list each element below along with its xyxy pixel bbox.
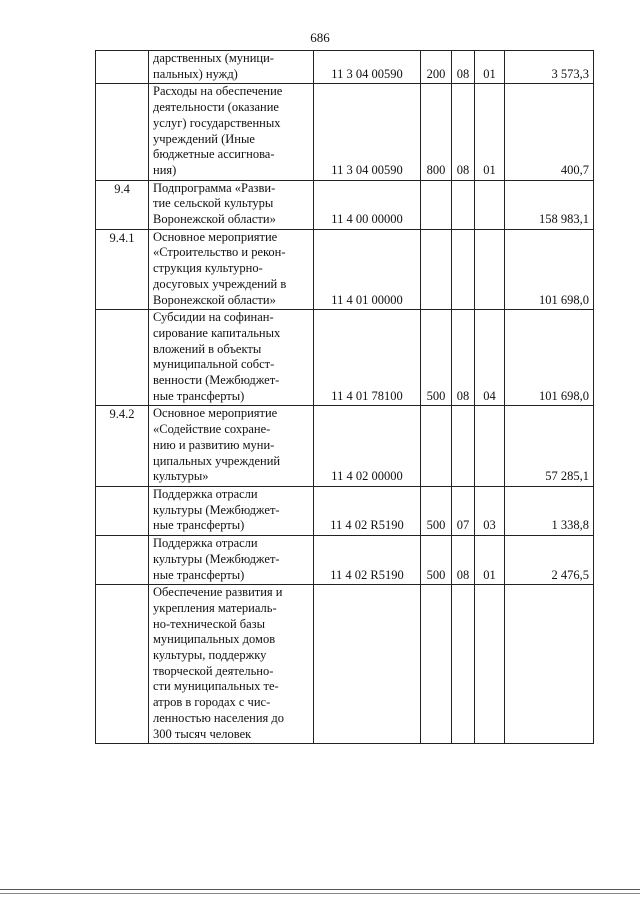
row-number: [96, 486, 149, 535]
amount: 400,7: [505, 84, 594, 180]
section-code: [452, 229, 475, 310]
table-row: [96, 229, 594, 310]
row-number: [96, 310, 149, 406]
expense-type-code: [421, 406, 452, 487]
amount: 101 698,0: [505, 310, 594, 406]
expense-type-code: [421, 229, 452, 310]
amount: 3 573,3: [505, 51, 594, 84]
subsection-code: 04: [475, 310, 505, 406]
row-description: [149, 310, 314, 406]
target-article-code: 11 3 04 00590: [314, 84, 421, 180]
row-number: [96, 585, 149, 744]
table-row: [96, 51, 594, 84]
row-description: [149, 486, 314, 535]
section-code: [452, 585, 475, 744]
row-description-text: Обеспечение развития и укрепления материаль- но-технической базы муниципальных домов культуры, поддержку творческой деятельно- сти муниципальных те- атров в городах с чис- ленностью населения до 300 тысяч человек: [153, 585, 285, 741]
subsection-code: 01: [475, 51, 505, 84]
amount: 1 338,8: [505, 486, 594, 535]
page-bottom-rule-secondary: [0, 893, 640, 894]
table-row: [96, 585, 594, 744]
subsection-code: [475, 229, 505, 310]
expense-type-code: 800: [421, 84, 452, 180]
page-bottom-rule: [0, 889, 640, 890]
section-code: 08: [452, 51, 475, 84]
row-description: [149, 229, 314, 310]
expense-type-code: 500: [421, 486, 452, 535]
row-number: 9.4: [96, 180, 149, 229]
target-article-code: [314, 585, 421, 744]
target-article-code: 11 4 01 78100: [314, 310, 421, 406]
amount: 158 983,1: [505, 180, 594, 229]
row-number: [96, 84, 149, 180]
expense-type-code: 500: [421, 536, 452, 585]
target-article-code: 11 4 01 00000: [314, 229, 421, 310]
subsection-code: [475, 585, 505, 744]
subsection-code: 01: [475, 536, 505, 585]
table-row: [96, 406, 594, 487]
row-number: 9.4.1: [96, 229, 149, 310]
table-row: [96, 486, 594, 535]
row-description-text: Основное мероприятие «Содействие сохране- нию и развитию муни- ципальных учреждений культуры»: [153, 406, 281, 484]
subsection-code: 01: [475, 84, 505, 180]
table-row: [96, 180, 594, 229]
row-description: [149, 51, 314, 84]
row-description-text: Поддержка отрасли культуры (Межбюджет- ные трансферты): [153, 536, 280, 582]
row-number: 9.4.2: [96, 406, 149, 487]
table-row: [96, 536, 594, 585]
target-article-code: 11 4 02 R5190: [314, 486, 421, 535]
row-description-text: дарственных (муници- пальных) нужд): [153, 51, 274, 81]
page-number: 686: [310, 30, 330, 45]
amount: [505, 585, 594, 744]
target-article-code: 11 3 04 00590: [314, 51, 421, 84]
section-code: [452, 180, 475, 229]
row-description-text: Подпрограмма «Разви- тие сельской культуры Воронежской области»: [153, 180, 276, 227]
expense-type-code: 500: [421, 310, 452, 406]
expense-type-code: [421, 180, 452, 229]
section-code: 07: [452, 486, 475, 535]
row-description-text: Основное мероприятие «Строительство и рекон- струкция культурно- досуговых учреждений в Воронежской области»: [153, 229, 287, 307]
target-article-code: 11 4 00 00000: [314, 180, 421, 229]
row-description: [149, 406, 314, 487]
expense-type-code: 200: [421, 51, 452, 84]
table-row: [96, 84, 594, 180]
target-article-code: 11 4 02 R5190: [314, 536, 421, 585]
expense-type-code: [421, 585, 452, 744]
section-code: [452, 406, 475, 487]
subsection-code: [475, 180, 505, 229]
amount: 2 476,5: [505, 536, 594, 585]
subsection-code: 03: [475, 486, 505, 535]
row-description-text: Субсидии на софинан- сирование капитальных вложений в объекты муниципальной собст- венности (Межбюджет- ные трансферты): [153, 310, 281, 403]
amount: 57 285,1: [505, 406, 594, 487]
amount: 101 698,0: [505, 229, 594, 310]
row-number: [96, 51, 149, 84]
section-code: 08: [452, 536, 475, 585]
row-description-text: Расходы на обеспечение деятельности (оказание услуг) государственных учреждений (Иные бюджетные ассигнова- ния): [153, 84, 283, 177]
row-description-text: Поддержка отрасли культуры (Межбюджет- ные трансферты): [153, 486, 280, 533]
row-description: [149, 84, 314, 180]
subsection-code: [475, 406, 505, 487]
target-article-code: 11 4 02 00000: [314, 406, 421, 487]
row-description: [149, 585, 314, 744]
row-description: [149, 536, 314, 585]
budget-table-body: [96, 51, 594, 744]
section-code: 08: [452, 310, 475, 406]
row-number: [96, 536, 149, 585]
section-code: 08: [452, 84, 475, 180]
row-description: [149, 180, 314, 229]
table-row: [96, 310, 594, 406]
budget-table: [95, 50, 594, 744]
